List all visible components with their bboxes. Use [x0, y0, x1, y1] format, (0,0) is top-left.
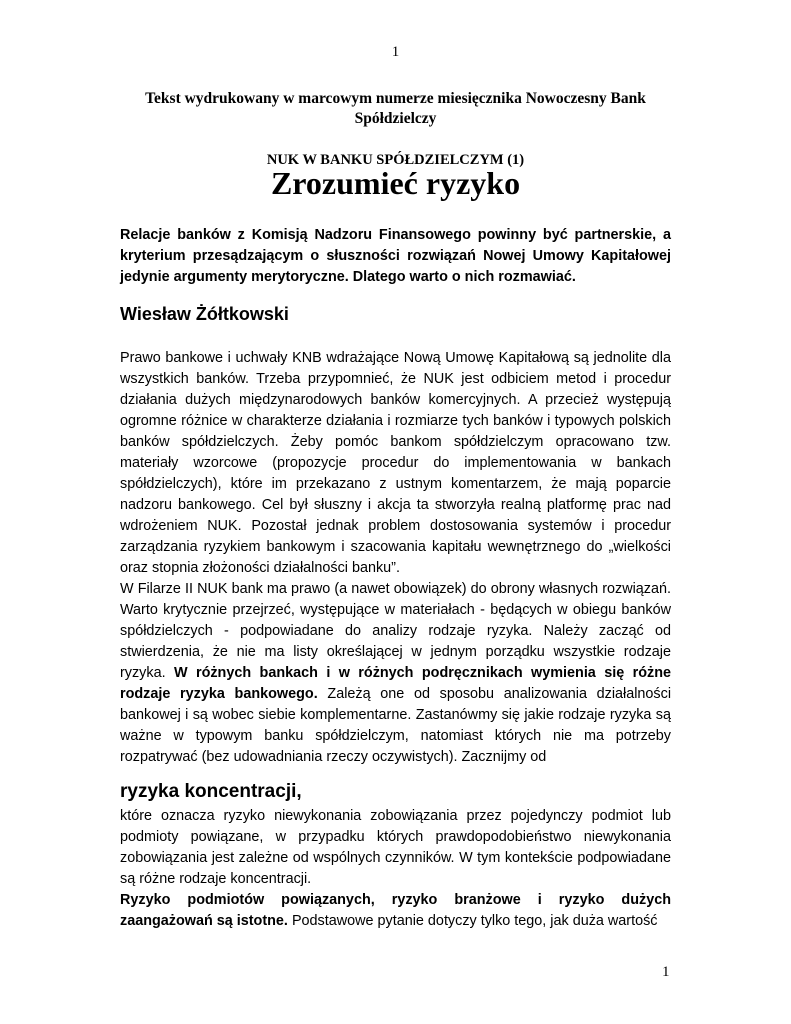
page-number-bottom: 1 [662, 964, 670, 980]
section-paragraph-2 [120, 890, 671, 932]
body-paragraph-2-end: Zależą one od sposobu analizowania działalności bankowej i są wobec siebie komplementarne. Zastanówmy się jakie rodzaje ryzyka są ważne w typowym banku spółdzielczym, natomiast których nie ma potrzeby rozpatrywać (bez udowadniania rzeczy oczywistych). Zacznijmy od [120, 686, 672, 765]
body-paragraph-2-start: W Filarze II NUK bank ma prawo (a nawet obowiązek) do obrony własnych rozwiązań. Warto krytycznie przejrzeć, występujące w materiałach - będących w obiegu banków spółdzielczych - podpowiadane do analizy rodzaje ryzyka. Należy zacząć od stwierdzenia, że nie ma listy określającej w jednym porządku wszystkie rodzaje ryzyka. [120, 581, 671, 681]
section-paragraph-2-end: Podstawowe pytanie dotyczy tylko tego, jak duża wartość [291, 913, 658, 929]
series-label: NUK W BANKU SPÓŁDZIELCZYM (1) [266, 152, 525, 168]
page-number-top: 1 [391, 44, 400, 60]
intro-line: Tekst wydrukowany w marcowym numerze miesięcznika Nowoczesny Bank Spółdzielczy [145, 90, 646, 127]
body-paragraph-1: Prawo bankowe i uchwały KNB wdrażające Nową Umowę Kapitałową są jednolite dla wszystkich banków. Trzeba przypomnieć, że NUK jest odbiciem metod i procedur działania dużych międzynarodowych banków komercyjnych. A przecież występują ogromne różnice w charakterze działania i rozmiarze tych banków i typowych polskich banków spółdzielczych. Żeby pomóc bankom spółdzielczym opracowano tzw. materiały wzorcowe (propozycje procedur do implementowania w bankach spółdzielczych), które im przekazano z ustnym komentarzem, że mają poparcie nadzoru bankowego. Cel był słuszny i akcja ta stworzyła realną platformę prac nad wdrożeniem NUK. Pozostał jednak problem dostosowania systemów i procedur zarządzania ryzykiem bankowym i szacowania kapitału wewnętrznego do „wielkości oraz stopnia złożoności działalności banku”. [120, 350, 671, 576]
lead-paragraph: Relacje banków z Komisją Nadzoru Finansowego powinny być partnerskie, a kryterium przesądzającym o słuszności rozwiązań Nowej Umowy Kapitałowej jedynie argumenty merytoryczne. Dlatego warto o nich rozmawiać. [120, 227, 671, 285]
body-paragraph-2-bold: W różnych bankach i w różnych podręcznikach wymienia się różne rodzaje ryzyka bankowego. [120, 665, 671, 702]
section-paragraph-2-bold: Ryzyko podmiotów powiązanych, ryzyko branżowe i ryzyko dużych zaangażowań są istotne. [120, 892, 671, 929]
article-body [120, 348, 671, 768]
body-paragraph-2 [120, 579, 671, 768]
section-paragraph-1: które oznacza ryzyko niewykonania zobowiązania przez pojedynczy podmiot lub podmioty powiązane, w przypadku których prawdopodobieństwo niewykonania zobowiązania jest zależne od wspólnych czynników. W tym kontekście podpowiadane są różne rodzaje koncentracji. [120, 808, 671, 887]
section-heading: ryzyka koncentracji, [120, 781, 302, 802]
author-name: Wiesław Żółtkowski [120, 304, 289, 324]
article-title: Zrozumieć ryzyko [270, 165, 521, 201]
section-body [120, 806, 671, 932]
